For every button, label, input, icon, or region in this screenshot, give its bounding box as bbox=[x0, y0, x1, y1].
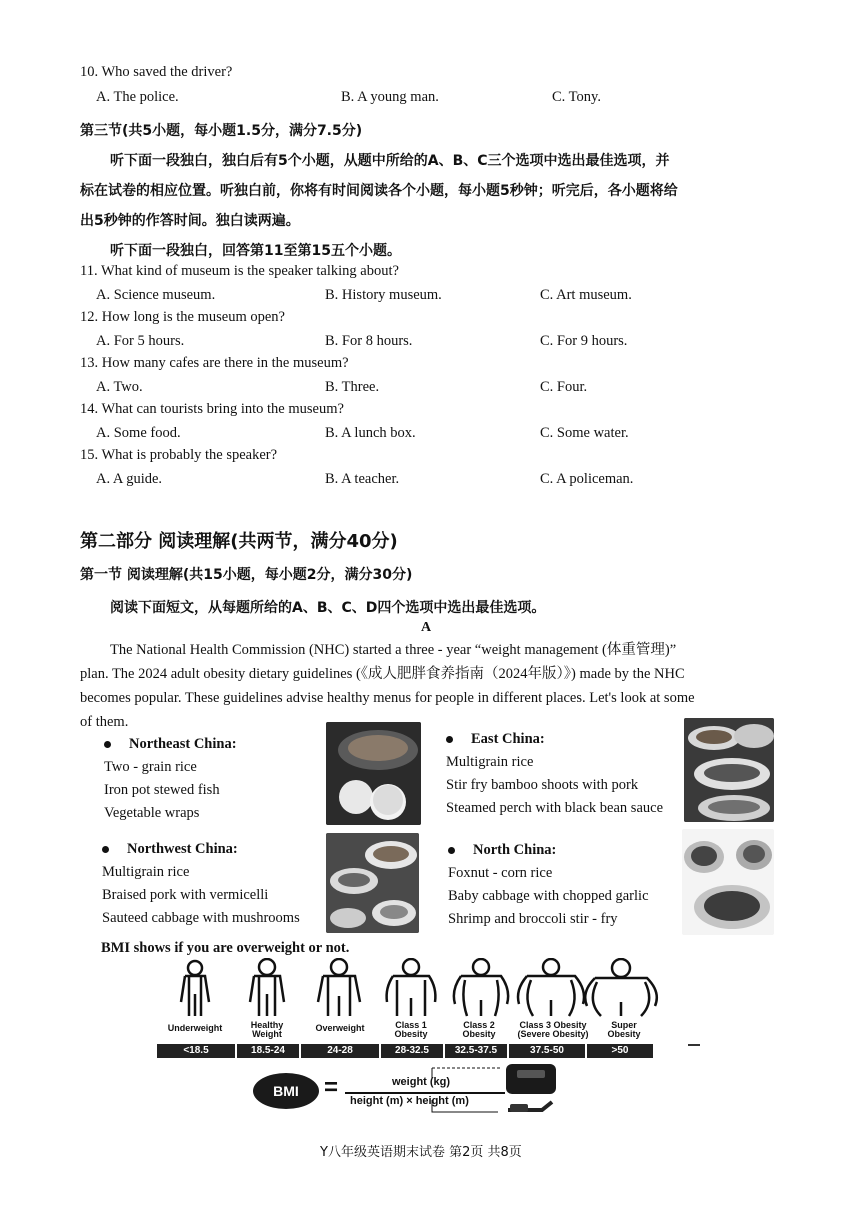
bmi-label-super-line2: Obesity bbox=[607, 1029, 641, 1039]
bmi-range-class2: 32.5-37.5 bbox=[445, 1044, 507, 1058]
bullet-icon bbox=[446, 736, 453, 743]
menu-north-item-1: Foxnut - corn rice bbox=[448, 865, 553, 881]
bullet-icon bbox=[448, 847, 455, 854]
bmi-label-class3-line2: (Severe Obesity) bbox=[517, 1029, 589, 1039]
part2-heading: 第二部分 阅读理解(共两节，满分40分) bbox=[80, 531, 398, 552]
bmi-label-super-line1: Super bbox=[611, 1020, 637, 1030]
menu-northeast-item-1: Two - grain rice bbox=[104, 759, 197, 775]
menu-northwest-title-text: Northwest China: bbox=[127, 841, 238, 857]
scale-and-ruler-icon bbox=[420, 1062, 570, 1118]
menu-northwest-title bbox=[102, 841, 238, 858]
northeast-food-photo bbox=[326, 722, 421, 825]
q13-option-c[interactable]: C. Four. bbox=[540, 379, 588, 395]
bmi-label-class1-line1: Class 1 bbox=[395, 1020, 427, 1030]
bmi-numerator: weight (kg) bbox=[392, 1076, 451, 1088]
bmi-range-class1: 28-32.5 bbox=[381, 1044, 443, 1058]
bmi-caption: BMI shows if you are overweight or not. bbox=[101, 940, 350, 956]
question-10: 10. Who saved the driver? bbox=[80, 64, 233, 80]
bmi-range-healthy: 18.5-24 bbox=[237, 1044, 299, 1058]
q12-option-c[interactable]: C. For 9 hours. bbox=[540, 333, 628, 349]
page-footer: Y八年级英语期末试卷 第2页 共8页 bbox=[320, 1145, 522, 1160]
bmi-figures bbox=[155, 958, 665, 1020]
question-15: 15. What is probably the speaker? bbox=[80, 447, 278, 463]
q15-option-a[interactable]: A. A guide. bbox=[96, 471, 163, 487]
menu-east-title bbox=[446, 731, 545, 748]
healthy-figure-icon bbox=[250, 959, 284, 1016]
bmi-range-class3: 37.5-50 bbox=[509, 1044, 585, 1058]
passage-line-3: becomes popular. These guidelines advise healthy menus for people in different places. Let's look at some bbox=[80, 690, 695, 706]
bmi-label-overweight-line1: Overweight bbox=[315, 1023, 365, 1033]
bmi-label-super bbox=[596, 1021, 652, 1039]
bmi-label-class1 bbox=[381, 1021, 441, 1039]
bmi-range-underweight: <18.5 bbox=[157, 1044, 235, 1058]
q10-option-a[interactable]: A. The police. bbox=[96, 89, 179, 105]
bmi-equals: = bbox=[324, 1074, 339, 1101]
super-obesity-figure-icon bbox=[585, 959, 657, 1016]
bmi-label-overweight bbox=[300, 1024, 380, 1033]
question-11: 11. What kind of museum is the speaker talking about? bbox=[80, 263, 399, 279]
menu-north-item-2: Baby cabbage with chopped garlic bbox=[448, 888, 649, 904]
q13-option-a[interactable]: A. Two. bbox=[96, 379, 143, 395]
q12-option-b[interactable]: B. For 8 hours. bbox=[325, 333, 413, 349]
class1-obesity-figure-icon bbox=[387, 959, 436, 1016]
bmi-label-healthy-line1: Healthy bbox=[250, 1020, 284, 1030]
menu-east-title-text: East China: bbox=[471, 731, 545, 747]
menu-north-title-text: North China: bbox=[473, 842, 557, 858]
bmi-label-class2-line1: Class 2 bbox=[463, 1020, 495, 1030]
underweight-figure-icon bbox=[181, 961, 209, 1016]
q11-option-a[interactable]: A. Science museum. bbox=[96, 287, 216, 303]
q10-option-c[interactable]: C. Tony. bbox=[552, 89, 601, 105]
passage-line-4: of them. bbox=[80, 714, 129, 730]
part2-instruction: 阅读下面短文，从每题所给的A、B、C、D四个选项中选出最佳选项。 bbox=[110, 600, 546, 616]
bullet-icon bbox=[104, 741, 111, 748]
bullet-icon bbox=[102, 846, 109, 853]
bmi-label-underweight bbox=[155, 1024, 235, 1033]
section3-lead: 听下面一段独白，回答第11至第15五个小题。 bbox=[110, 243, 401, 259]
bmi-label-class3 bbox=[506, 1021, 600, 1039]
bmi-range-super: >50 bbox=[587, 1044, 653, 1058]
section3-instruction-3: 出5秒钟的作答时间。独白读两遍。 bbox=[80, 213, 300, 229]
section3-heading: 第三节(共5小题，每小题1.5分，满分7.5分) bbox=[80, 123, 363, 139]
class3-obesity-figure-icon bbox=[518, 959, 584, 1016]
q14-option-a[interactable]: A. Some food. bbox=[96, 425, 181, 441]
northwest-food-photo bbox=[326, 833, 419, 933]
q11-option-b[interactable]: B. History museum. bbox=[325, 287, 442, 303]
q13-option-b[interactable]: B. Three. bbox=[325, 379, 380, 395]
menu-northeast-title-text: Northeast China: bbox=[129, 736, 237, 752]
q14-option-c[interactable]: C. Some water. bbox=[540, 425, 629, 441]
bmi-badge: BMI bbox=[253, 1073, 319, 1109]
passage-line-2: plan. The 2024 adult obesity dietary guidelines (《成人肥胖食养指南（2024年版）》) made by the NHC bbox=[80, 666, 685, 682]
q12-option-a[interactable]: A. For 5 hours. bbox=[96, 333, 185, 349]
bmi-label-class2-line2: Obesity bbox=[462, 1029, 496, 1039]
bmi-label-healthy-line2: Weight bbox=[252, 1029, 282, 1039]
q15-option-b[interactable]: B. A teacher. bbox=[325, 471, 400, 487]
section3-instruction-1: 听下面一段独白，独白后有5个小题，从题中所给的A、B、C三个选项中选出最佳选项，并 bbox=[110, 153, 670, 169]
north-food-photo bbox=[682, 829, 774, 935]
q14-option-b[interactable]: B. A lunch box. bbox=[325, 425, 416, 441]
menu-north-item-3: Shrimp and broccoli stir - fry bbox=[448, 911, 618, 927]
bmi-label-underweight-line1: Underweight bbox=[167, 1023, 223, 1033]
q10-option-b[interactable]: B. A young man. bbox=[341, 89, 439, 105]
menu-northeast-item-3: Vegetable wraps bbox=[104, 805, 200, 821]
menu-north-title bbox=[448, 842, 556, 859]
menu-northwest-item-3: Sauteed cabbage with mushrooms bbox=[102, 910, 300, 926]
bmi-label-class1-line2: Obesity bbox=[394, 1029, 428, 1039]
question-14: 14. What can tourists bring into the museum? bbox=[80, 401, 344, 417]
menu-east-item-3: Steamed perch with black bean sauce bbox=[446, 800, 664, 816]
menu-northeast-title bbox=[104, 736, 237, 753]
part2-subheading: 第一节 阅读理解(共15小题，每小题2分，满分30分) bbox=[80, 567, 413, 583]
passage-letter: A bbox=[421, 620, 432, 635]
east-food-photo bbox=[684, 718, 774, 822]
q11-option-c[interactable]: C. Art museum. bbox=[540, 287, 632, 303]
menu-northwest-item-1: Multigrain rice bbox=[102, 864, 190, 880]
menu-northwest-item-2: Braised pork with vermicelli bbox=[102, 887, 269, 903]
menu-east-item-2: Stir fry bamboo shoots with pork bbox=[446, 777, 639, 793]
class2-obesity-figure-icon bbox=[454, 959, 508, 1016]
menu-northeast-item-2: Iron pot stewed fish bbox=[104, 782, 220, 798]
bmi-label-healthy bbox=[237, 1021, 297, 1039]
q15-option-c[interactable]: C. A policeman. bbox=[540, 471, 634, 487]
question-12: 12. How long is the museum open? bbox=[80, 309, 285, 325]
bmi-denominator: height (m) × height (m) bbox=[350, 1095, 469, 1107]
question-13: 13. How many cafes are there in the museum? bbox=[80, 355, 349, 371]
bmi-label-class2 bbox=[449, 1021, 509, 1039]
menu-east-item-1: Multigrain rice bbox=[446, 754, 534, 770]
section3-instruction-2: 标在试卷的相应位置。听独白前，你将有时间阅读各个小题，每小题5秒钟；听完后，各小题将给 bbox=[80, 183, 678, 199]
passage-line-1: The National Health Commission (NHC) started a three - year “weight management (体重管理)” bbox=[110, 642, 677, 658]
bmi-range-overweight: 24-28 bbox=[301, 1044, 379, 1058]
dash-mark bbox=[688, 1044, 700, 1046]
bmi-label-class3-line1: Class 3 Obesity bbox=[519, 1020, 587, 1030]
overweight-figure-icon bbox=[318, 959, 360, 1016]
